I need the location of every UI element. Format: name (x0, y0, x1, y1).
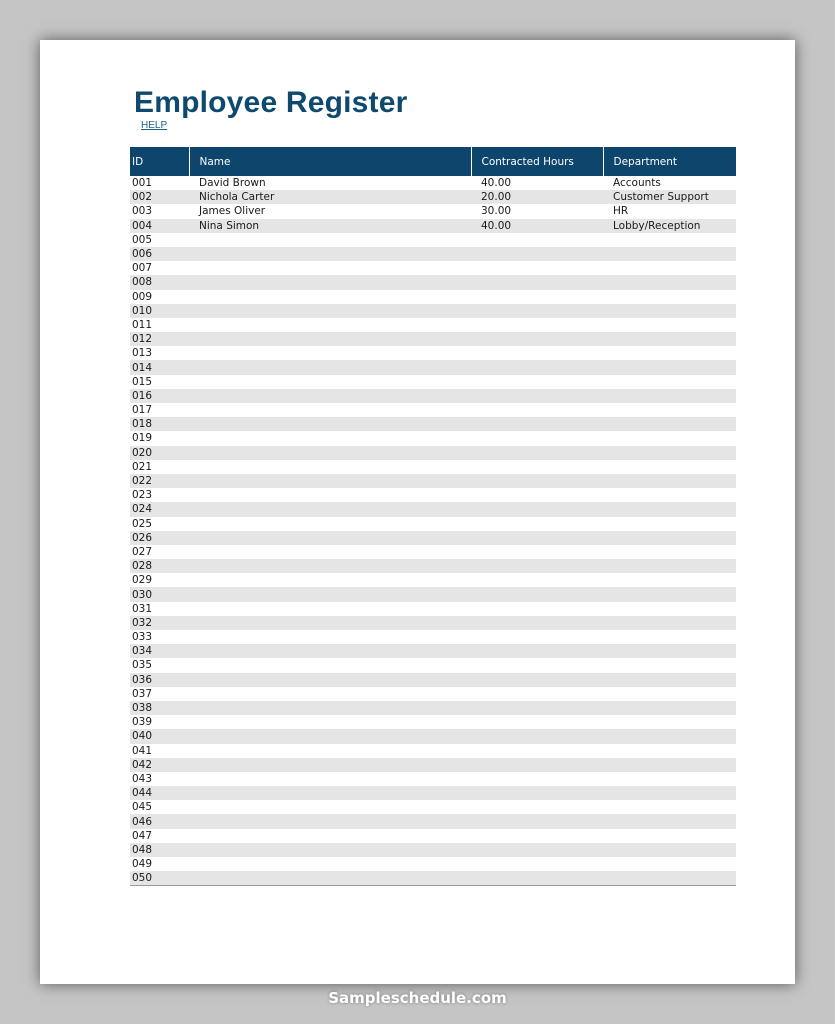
cell-name[interactable] (189, 417, 471, 431)
cell-id[interactable]: 026 (130, 531, 189, 545)
cell-contracted-hours[interactable] (471, 233, 603, 247)
cell-name[interactable] (189, 460, 471, 474)
cell-name[interactable] (189, 247, 471, 261)
cell-name[interactable] (189, 786, 471, 800)
cell-name[interactable] (189, 602, 471, 616)
cell-id[interactable]: 016 (130, 389, 189, 403)
cell-id[interactable]: 013 (132, 347, 153, 360)
cell-contracted-hours[interactable] (471, 488, 603, 502)
cell-department[interactable] (603, 318, 736, 332)
cell-id[interactable]: 024 (130, 502, 189, 516)
cell-department[interactable] (603, 261, 736, 275)
cell-id[interactable]: 048 (130, 843, 189, 857)
cell-name[interactable] (189, 857, 471, 871)
cell-contracted-hours[interactable] (471, 715, 603, 729)
table-row (130, 545, 736, 559)
cell-department[interactable] (603, 616, 736, 630)
table-row (130, 261, 736, 275)
cell-contracted-hours[interactable] (471, 559, 603, 573)
cell-name[interactable] (189, 318, 471, 332)
cell-id[interactable]: 001 (132, 177, 153, 190)
cell-name[interactable]: David Brown (199, 177, 266, 190)
cell-name[interactable] (189, 829, 471, 843)
cell-id[interactable]: 025 (132, 517, 153, 530)
cell-contracted-hours[interactable] (471, 304, 603, 318)
table-row (130, 658, 736, 672)
table-row (130, 559, 736, 573)
cell-contracted-hours[interactable] (471, 871, 603, 886)
cell-department[interactable]: Customer Support (603, 190, 736, 204)
cell-name[interactable] (189, 517, 471, 531)
cell-contracted-hours[interactable] (471, 687, 603, 701)
cell-department[interactable] (603, 772, 736, 786)
cell-department[interactable]: Lobby/Reception (603, 219, 736, 233)
cell-id[interactable]: 004 (130, 219, 189, 233)
cell-name[interactable] (189, 729, 471, 743)
table-row (130, 800, 736, 814)
cell-id[interactable]: 012 (130, 332, 189, 346)
cell-id[interactable]: 017 (132, 404, 153, 417)
cell-contracted-hours[interactable] (471, 658, 603, 672)
cell-department[interactable]: Accounts (613, 177, 661, 190)
cell-id[interactable]: 030 (130, 587, 189, 601)
cell-contracted-hours[interactable] (471, 517, 603, 531)
table-row (130, 687, 736, 701)
cell-name[interactable] (189, 758, 471, 772)
cell-id[interactable]: 015 (132, 375, 153, 388)
cell-name[interactable] (189, 531, 471, 545)
cell-department[interactable] (603, 644, 736, 658)
table-row (130, 517, 736, 531)
cell-id[interactable]: 031 (132, 602, 153, 615)
table-row (130, 602, 736, 616)
cell-contracted-hours[interactable] (471, 403, 603, 417)
cell-contracted-hours[interactable] (471, 829, 603, 843)
cell-contracted-hours[interactable] (471, 843, 603, 857)
table-row (130, 474, 736, 488)
cell-department[interactable] (603, 857, 736, 871)
cell-contracted-hours[interactable] (471, 644, 603, 658)
table-row (130, 829, 736, 843)
cell-contracted-hours[interactable] (471, 360, 603, 374)
cell-id[interactable]: 014 (130, 360, 189, 374)
cell-id[interactable]: 032 (130, 616, 189, 630)
cell-name[interactable] (189, 488, 471, 502)
cell-department[interactable] (603, 517, 736, 531)
cell-department[interactable] (603, 843, 736, 857)
cell-department[interactable] (603, 247, 736, 261)
cell-name[interactable] (189, 290, 471, 304)
cell-id[interactable]: 022 (130, 474, 189, 488)
table-row (130, 701, 736, 715)
cell-department[interactable] (603, 446, 736, 460)
cell-contracted-hours[interactable] (471, 857, 603, 871)
table-row (130, 843, 736, 857)
cell-department[interactable] (603, 800, 736, 814)
cell-id[interactable]: 006 (130, 247, 189, 261)
cell-department[interactable] (603, 417, 736, 431)
cell-id[interactable]: 011 (132, 318, 153, 331)
cell-name[interactable] (189, 871, 471, 886)
cell-id[interactable]: 044 (130, 786, 189, 800)
cell-department[interactable] (603, 488, 736, 502)
cell-department[interactable] (603, 729, 736, 743)
cell-name[interactable]: Nichola Carter (189, 190, 471, 204)
table-row (130, 630, 736, 644)
table-row (130, 204, 736, 218)
column-header-id: ID (130, 147, 189, 176)
table-body (130, 176, 736, 886)
cell-department[interactable] (603, 431, 736, 445)
table-row (130, 758, 736, 772)
cell-name[interactable] (189, 332, 471, 346)
table-row (130, 871, 736, 886)
cell-name[interactable] (189, 261, 471, 275)
cell-department[interactable] (603, 701, 736, 715)
cell-department[interactable] (603, 630, 736, 644)
cell-name[interactable] (189, 360, 471, 374)
cell-name[interactable] (189, 431, 471, 445)
table-header-row (130, 147, 736, 176)
cell-name[interactable] (189, 346, 471, 360)
cell-id[interactable]: 035 (132, 659, 153, 672)
cell-id[interactable]: 047 (132, 829, 153, 842)
cell-id[interactable]: 042 (130, 758, 189, 772)
cell-department[interactable] (603, 275, 736, 289)
cell-contracted-hours[interactable] (471, 729, 603, 743)
cell-name[interactable]: James Oliver (199, 205, 266, 218)
cell-contracted-hours[interactable] (471, 587, 603, 601)
table-row (130, 403, 736, 417)
cell-contracted-hours[interactable] (471, 701, 603, 715)
cell-department[interactable] (603, 502, 736, 516)
cell-id[interactable]: 005 (132, 233, 153, 246)
cell-name[interactable] (189, 687, 471, 701)
cell-id[interactable]: 038 (130, 701, 189, 715)
cell-id[interactable]: 007 (132, 262, 153, 275)
cell-department[interactable] (603, 602, 736, 616)
cell-id[interactable]: 036 (130, 673, 189, 687)
cell-name[interactable] (189, 545, 471, 559)
cell-contracted-hours[interactable] (471, 332, 603, 346)
cell-contracted-hours[interactable] (471, 786, 603, 800)
table-row (130, 360, 736, 374)
cell-name[interactable] (189, 673, 471, 687)
cell-department[interactable] (603, 360, 736, 374)
cell-contracted-hours[interactable] (471, 474, 603, 488)
cell-id[interactable]: 046 (130, 814, 189, 828)
cell-id[interactable]: 008 (130, 275, 189, 289)
cell-id[interactable]: 029 (132, 574, 153, 587)
cell-name[interactable] (189, 233, 471, 247)
cell-id[interactable]: 002 (130, 190, 189, 204)
cell-department[interactable] (603, 587, 736, 601)
table-row (130, 744, 736, 758)
cell-id[interactable]: 043 (132, 772, 153, 785)
cell-department[interactable] (603, 829, 736, 843)
table-row (130, 417, 736, 431)
cell-contracted-hours[interactable]: 30.00 (481, 205, 512, 218)
cell-department[interactable] (603, 758, 736, 772)
cell-contracted-hours[interactable] (471, 616, 603, 630)
cell-id[interactable]: 018 (130, 417, 189, 431)
cell-id[interactable]: 033 (132, 631, 153, 644)
watermark: Sampleschedule.com (328, 989, 507, 1007)
table-row (130, 644, 736, 658)
cell-contracted-hours[interactable] (471, 545, 603, 559)
cell-contracted-hours[interactable] (471, 261, 603, 275)
table-row (130, 375, 736, 389)
cell-name[interactable] (189, 446, 471, 460)
cell-name[interactable] (189, 616, 471, 630)
cell-name[interactable] (189, 559, 471, 573)
cell-department[interactable] (603, 658, 736, 672)
cell-department[interactable] (603, 559, 736, 573)
cell-contracted-hours[interactable] (471, 446, 603, 460)
cell-contracted-hours[interactable] (471, 318, 603, 332)
table-row (130, 431, 736, 445)
table-row (130, 587, 736, 601)
cell-name[interactable] (189, 587, 471, 601)
cell-department[interactable] (603, 375, 736, 389)
cell-contracted-hours[interactable] (471, 375, 603, 389)
cell-contracted-hours[interactable] (471, 346, 603, 360)
page-title: Employee Register (134, 86, 408, 119)
cell-department[interactable] (603, 403, 736, 417)
cell-department[interactable] (603, 744, 736, 758)
cell-id[interactable]: 021 (132, 460, 153, 473)
cell-id[interactable]: 003 (132, 205, 153, 218)
cell-name[interactable] (189, 715, 471, 729)
table-row (130, 190, 736, 204)
cell-name[interactable] (189, 772, 471, 786)
table-row (130, 616, 736, 630)
cell-id[interactable]: 023 (132, 489, 153, 502)
cell-id[interactable]: 034 (130, 644, 189, 658)
table-row (130, 290, 736, 304)
cell-contracted-hours[interactable] (471, 800, 603, 814)
cell-contracted-hours[interactable]: 20.00 (471, 190, 603, 204)
help-link[interactable]: HELP (141, 120, 168, 131)
cell-contracted-hours[interactable] (471, 275, 603, 289)
cell-department[interactable] (603, 332, 736, 346)
column-header-contracted-hours: Contracted Hours (471, 147, 603, 176)
cell-name[interactable] (189, 814, 471, 828)
cell-contracted-hours[interactable] (471, 673, 603, 687)
table-row (130, 531, 736, 545)
table-row (130, 233, 736, 247)
cell-id[interactable]: 027 (132, 545, 153, 558)
cell-id[interactable]: 039 (132, 716, 153, 729)
column-header-department: Department (603, 147, 736, 176)
cell-contracted-hours[interactable] (471, 417, 603, 431)
table-row (130, 219, 736, 233)
cell-department[interactable] (603, 573, 736, 587)
table-row (130, 318, 736, 332)
cell-name[interactable] (189, 744, 471, 758)
cell-name[interactable] (189, 800, 471, 814)
cell-id[interactable]: 037 (132, 687, 153, 700)
cell-department[interactable] (603, 233, 736, 247)
cell-name[interactable] (189, 375, 471, 389)
cell-contracted-hours[interactable] (471, 814, 603, 828)
table-row (130, 346, 736, 360)
cell-department[interactable]: HR (613, 205, 629, 218)
cell-contracted-hours[interactable]: 40.00 (481, 177, 512, 190)
table-row (130, 715, 736, 729)
table-row (130, 673, 736, 687)
table-row (130, 729, 736, 743)
table-row (130, 247, 736, 261)
cell-department[interactable] (603, 304, 736, 318)
cell-name[interactable] (189, 658, 471, 672)
cell-name[interactable] (189, 573, 471, 587)
cell-contracted-hours[interactable] (471, 389, 603, 403)
table-row (130, 857, 736, 871)
cell-department[interactable] (603, 389, 736, 403)
cell-name[interactable] (189, 389, 471, 403)
cell-id[interactable]: 049 (132, 858, 153, 871)
cell-department[interactable] (603, 474, 736, 488)
table-row (130, 814, 736, 828)
table-row (130, 275, 736, 289)
table-row (130, 389, 736, 403)
cell-department[interactable] (603, 531, 736, 545)
cell-contracted-hours[interactable] (471, 744, 603, 758)
cell-id[interactable]: 009 (132, 290, 153, 303)
cell-id[interactable]: 041 (132, 744, 153, 757)
cell-name[interactable] (189, 701, 471, 715)
cell-name[interactable] (189, 644, 471, 658)
cell-department[interactable] (603, 290, 736, 304)
cell-name[interactable] (189, 502, 471, 516)
cell-id[interactable]: 050 (130, 871, 189, 886)
cell-name[interactable] (189, 843, 471, 857)
cell-department[interactable] (603, 673, 736, 687)
cell-contracted-hours[interactable] (471, 531, 603, 545)
table-row (130, 460, 736, 474)
table-row (130, 446, 736, 460)
cell-name[interactable] (189, 275, 471, 289)
cell-contracted-hours[interactable] (471, 290, 603, 304)
cell-id[interactable]: 028 (130, 559, 189, 573)
cell-contracted-hours[interactable] (471, 758, 603, 772)
cell-contracted-hours[interactable] (471, 460, 603, 474)
cell-name[interactable] (189, 403, 471, 417)
table-row (130, 488, 736, 502)
table-row (130, 176, 736, 190)
cell-contracted-hours[interactable] (471, 431, 603, 445)
cell-id[interactable]: 019 (132, 432, 153, 445)
cell-id[interactable]: 010 (130, 304, 189, 318)
table-row (130, 786, 736, 800)
cell-id[interactable]: 040 (130, 729, 189, 743)
table-row (130, 332, 736, 346)
table-row (130, 573, 736, 587)
cell-contracted-hours[interactable] (471, 630, 603, 644)
cell-id[interactable]: 045 (132, 801, 153, 814)
cell-contracted-hours[interactable]: 40.00 (471, 219, 603, 233)
cell-contracted-hours[interactable] (471, 573, 603, 587)
table-row (130, 304, 736, 318)
table-row (130, 502, 736, 516)
cell-contracted-hours[interactable] (471, 247, 603, 261)
cell-name[interactable] (189, 474, 471, 488)
cell-contracted-hours[interactable] (471, 772, 603, 786)
cell-id[interactable]: 020 (130, 446, 189, 460)
employee-register-table (130, 147, 736, 886)
cell-department[interactable] (603, 786, 736, 800)
cell-department[interactable] (603, 545, 736, 559)
column-header-name: Name (189, 147, 471, 176)
cell-name[interactable] (189, 304, 471, 318)
cell-department[interactable] (603, 346, 736, 360)
cell-name[interactable]: Nina Simon (189, 219, 471, 233)
document-page (40, 40, 795, 984)
cell-department[interactable] (603, 814, 736, 828)
cell-department[interactable] (603, 871, 736, 886)
cell-name[interactable] (189, 630, 471, 644)
cell-department[interactable] (603, 460, 736, 474)
table-row (130, 772, 736, 786)
cell-contracted-hours[interactable] (471, 602, 603, 616)
cell-department[interactable] (603, 715, 736, 729)
cell-department[interactable] (603, 687, 736, 701)
cell-contracted-hours[interactable] (471, 502, 603, 516)
